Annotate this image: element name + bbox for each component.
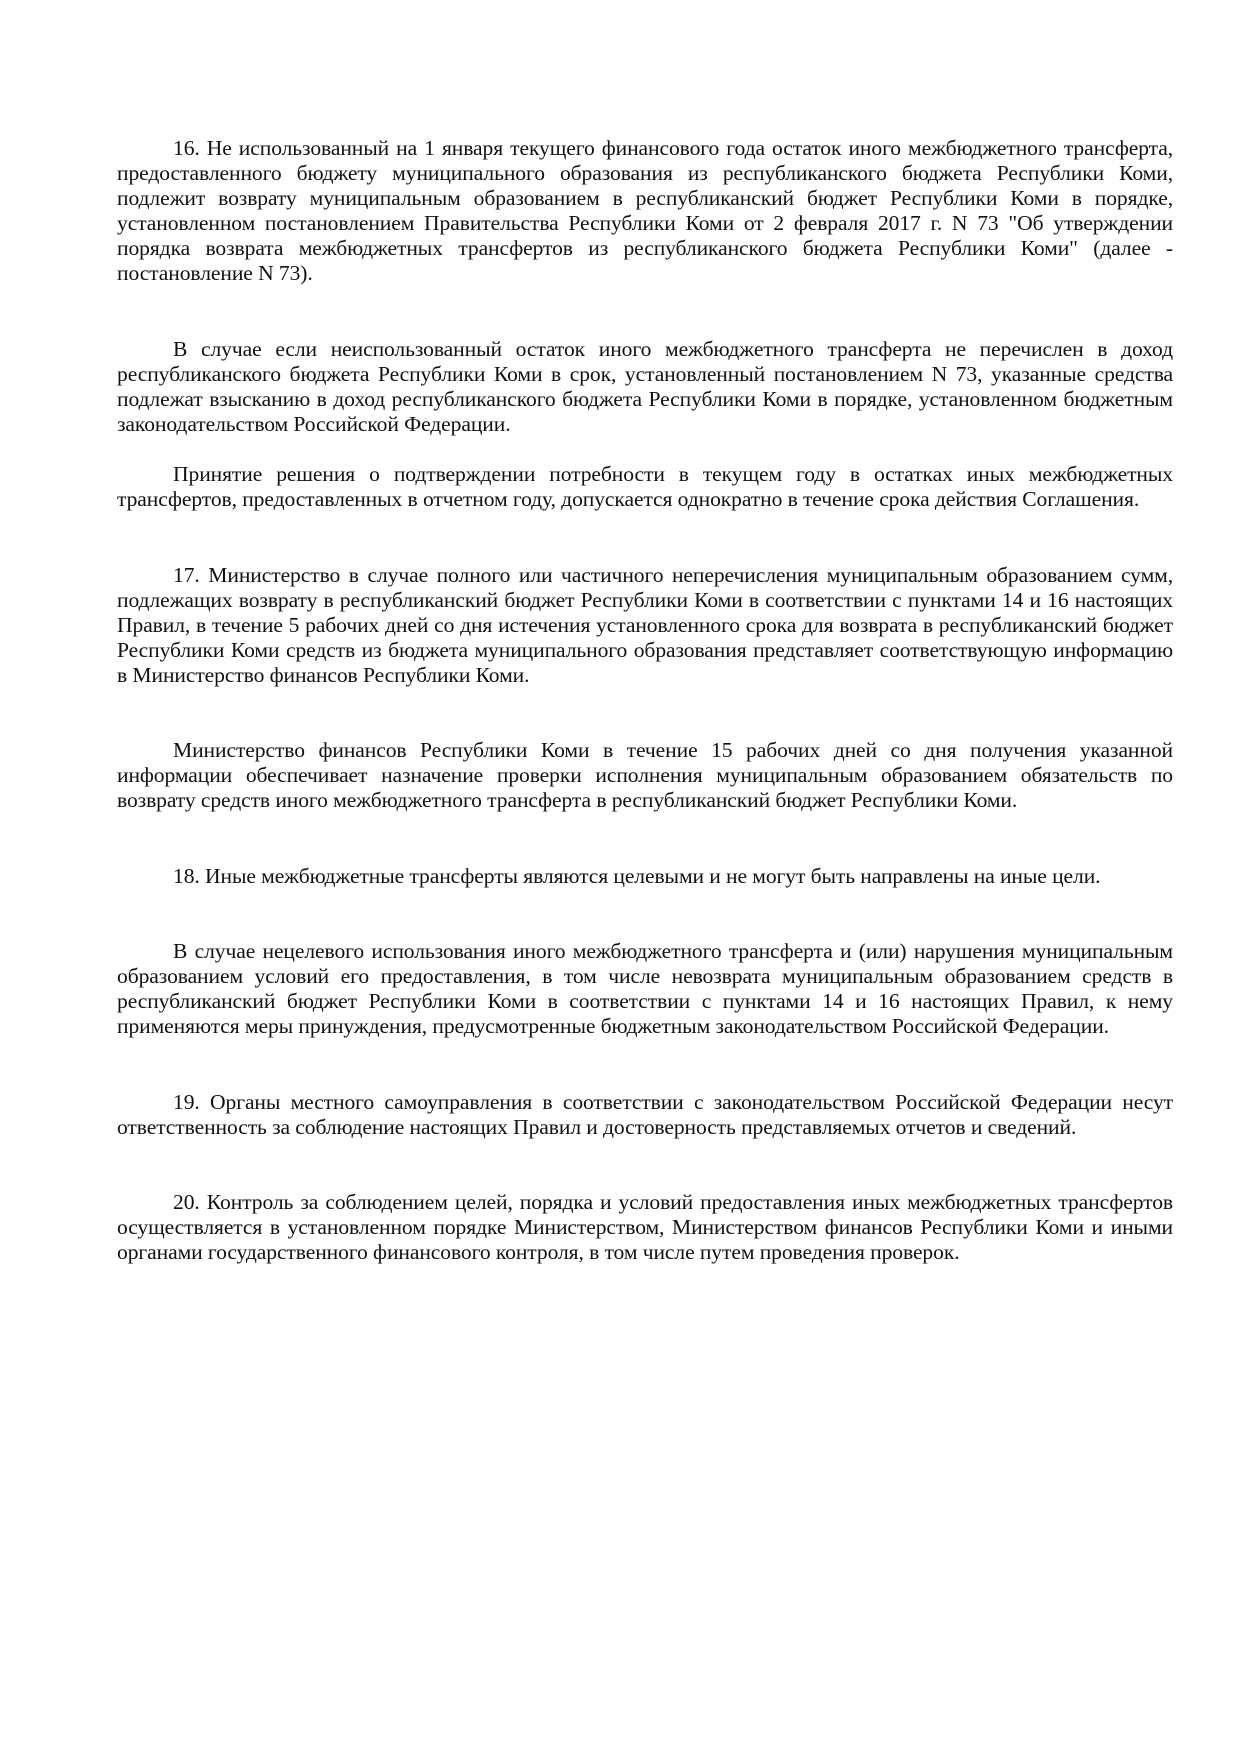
paragraph-16-need-confirmation: Принятие решения о подтверждении потребности в текущем году в остатках иных межбюджетных трансфертов, предоставленных в отчетном году, допускается однократно в течение срока действия Соглашения. [117,462,1173,511]
paragraph-18-misuse-sanctions: В случае нецелевого использования иного межбюджетного трансферта и (или) нарушения муниципальным образованием условий его предоставления, в том числе невозврата муниципальным образованием средств в республиканский бюджет Республики Коми в соответствии с пунктами 14 и 16 настоящих Правил, к нему применяются меры принуждения, предусмотренные бюджетным законодательством Российской Федерации. [117,939,1173,1038]
paragraph-20: 20. Контроль за соблюдением целей, порядка и условий предоставления иных межбюджетных трансфертов осуществляется в установленном порядке Министерством, Министерством финансов Республики Коми и иными органами государственного финансового контроля, в том числе путем проведения проверок. [117,1190,1173,1264]
paragraph-17: 17. Министерство в случае полного или частичного неперечисления муниципальным образованием сумм, подлежащих возврату в республиканский бюджет Республики Коми в соответствии с пунктами 14 и 16 настоящих Правил, в течение 5 рабочих дней со дня истечения установленного срока для возврата в республиканский бюджет Республики Коми средств из бюджета муниципального образования представляет соответствующую информацию в Министерство финансов Республики Коми. [117,563,1173,687]
paragraph-19: 19. Органы местного самоуправления в соответствии с законодательством Российской Федерации несут ответственность за соблюдение настоящих Правил и достоверность представляемых отчетов и сведений. [117,1090,1173,1139]
paragraph-17-finance-ministry-check: Министерство финансов Республики Коми в течение 15 рабочих дней со дня получения указанной информации обеспечивает назначение проверки исполнения муниципальным образованием обязательств по возврату средств иного межбюджетного трансферта в республиканский бюджет Республики Коми. [117,738,1173,812]
paragraph-16-unspent-balance-recovery: В случае если неиспользованный остаток иного межбюджетного трансферта не перечислен в доход республиканского бюджета Республики Коми в срок, установленный постановлением N 73, указанные средства подлежат взысканию в доход республиканского бюджета Республики Коми в порядке, установленном бюджетным законодательством Российской Федерации. [117,337,1173,436]
paragraph-16: 16. Не использованный на 1 января текущего финансового года остаток иного межбюджетного трансферта, предоставленного бюджету муниципального образования из республиканского бюджета Республики Коми, подлежит возврату муниципальным образованием в республиканский бюджет Республики Коми в порядке, установленном постановлением Правительства Республики Коми от 2 февраля 2017 г. N 73 "Об утверждении порядка возврата межбюджетных трансфертов из республиканского бюджета Республики Коми" (далее - постановление N 73). [117,136,1173,285]
paragraph-18: 18. Иные межбюджетные трансферты являются целевыми и не могут быть направлены на иные цели. [173,864,1101,888]
